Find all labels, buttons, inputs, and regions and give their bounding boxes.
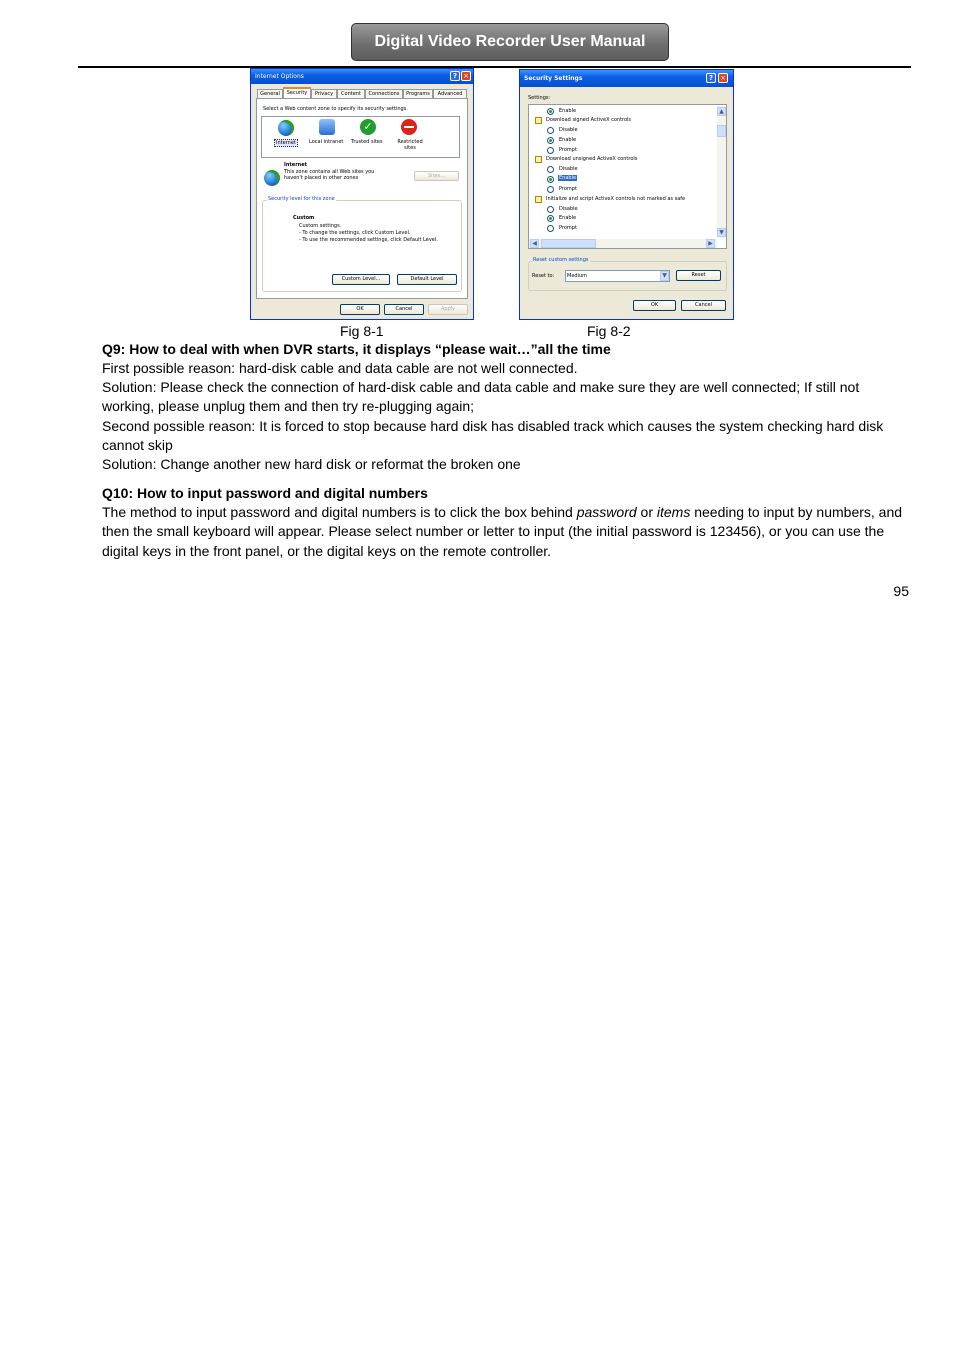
tab-privacy[interactable]: Privacy bbox=[311, 89, 337, 98]
setting-heading: Download signed ActiveX controls bbox=[546, 117, 632, 123]
setting-option: Enable bbox=[559, 137, 577, 143]
dialog-title-bar bbox=[520, 70, 733, 87]
internet-options-dialog bbox=[250, 68, 474, 320]
figure-caption-8-1: Fig 8-1 bbox=[340, 323, 384, 339]
zone-description: This zone contains all Web sites you haven't placed in other zones bbox=[284, 169, 375, 181]
apply-button[interactable]: Apply bbox=[428, 304, 468, 315]
q10-answer-em: password bbox=[576, 504, 637, 520]
security-level-group-label: Security level for this zone bbox=[268, 196, 335, 202]
security-settings-dialog bbox=[519, 69, 734, 320]
radio-enable[interactable] bbox=[547, 108, 554, 115]
setting-option: Prompt bbox=[559, 147, 577, 153]
q10-answer-part: needing to input by numbers, and then the small keyboard will appear. Please select number or letter to input (the initial password is 123456), or you can use the digital keys in the front panel, or the digital keys on the remote controller. bbox=[102, 504, 903, 559]
setting-icon bbox=[535, 196, 542, 203]
checkmark-icon[interactable]: ✓ bbox=[360, 119, 376, 135]
tab-connections[interactable]: Connections bbox=[365, 89, 403, 98]
tab-security[interactable]: Security bbox=[283, 87, 311, 99]
level-line-3: - To use the recommended settings, click Default Level. bbox=[299, 237, 438, 243]
reset-to-label: Reset to: bbox=[532, 273, 555, 279]
zone-trusted-label[interactable]: Trusted sites bbox=[351, 139, 383, 145]
setting-icon bbox=[535, 117, 542, 124]
radio-disable[interactable] bbox=[547, 206, 554, 213]
setting-option: Disable bbox=[559, 206, 578, 212]
local-intranet-icon[interactable] bbox=[319, 119, 335, 135]
zone-internet-label[interactable]: Internet bbox=[276, 140, 296, 146]
settings-label: Settings: bbox=[528, 95, 551, 101]
tab-general[interactable]: General bbox=[257, 89, 283, 98]
scroll-right-icon[interactable]: ▶ bbox=[706, 239, 715, 248]
q9-paragraph-4: Solution: Change another new hard disk or reformat the broken one bbox=[102, 456, 521, 472]
ok-button[interactable]: OK bbox=[633, 300, 676, 311]
radio-prompt[interactable] bbox=[547, 147, 554, 154]
radio-prompt[interactable] bbox=[547, 225, 554, 232]
setting-option: Disable bbox=[559, 166, 578, 172]
cancel-button[interactable]: Cancel bbox=[681, 300, 726, 311]
dialog-title-bar bbox=[251, 69, 473, 84]
setting-option: Enable bbox=[559, 215, 577, 221]
scroll-left-icon[interactable]: ◀ bbox=[530, 239, 539, 248]
figure-caption-8-2: Fig 8-2 bbox=[587, 323, 631, 339]
tab-advanced[interactable]: Advanced bbox=[433, 89, 467, 98]
zone-restricted-label[interactable]: Restricted sites bbox=[397, 139, 423, 151]
radio-prompt[interactable] bbox=[547, 186, 554, 193]
level-line-1: Custom settings. bbox=[299, 223, 342, 229]
dialog-title: Security Settings bbox=[524, 75, 583, 82]
header-rule bbox=[78, 66, 911, 68]
level-title: Custom bbox=[293, 215, 315, 221]
scroll-thumb[interactable] bbox=[541, 239, 596, 248]
cancel-button[interactable]: Cancel bbox=[384, 304, 424, 315]
reset-select-value: Medium bbox=[567, 273, 587, 279]
q9-paragraph-2: Solution: Please check the connection of hard-disk cable and data cable and make sure they are well connected; If still not working, please unplug them and then try re-plugging again; bbox=[102, 379, 860, 415]
setting-option: Enable bbox=[559, 108, 577, 114]
setting-heading: Initialize and script ActiveX controls not marked as safe bbox=[546, 196, 686, 202]
setting-option-selected: Enable bbox=[559, 175, 577, 181]
page-number: 95 bbox=[893, 583, 909, 599]
close-icon[interactable]: × bbox=[718, 73, 728, 83]
q10-answer bbox=[102, 503, 910, 561]
close-icon[interactable]: × bbox=[461, 71, 471, 81]
radio-enable[interactable] bbox=[547, 215, 554, 222]
radio-enable[interactable] bbox=[547, 176, 554, 183]
tab-content[interactable]: Content bbox=[337, 89, 365, 98]
tab-programs[interactable]: Programs bbox=[403, 89, 433, 98]
sites-button[interactable]: Sites... bbox=[414, 171, 459, 181]
zone-intranet-label[interactable]: Local intranet bbox=[309, 139, 344, 145]
restricted-icon[interactable] bbox=[401, 119, 417, 135]
q10-question: Q10: How to input password and digital numbers bbox=[102, 485, 428, 501]
setting-icon bbox=[535, 156, 542, 163]
radio-enable[interactable] bbox=[547, 137, 554, 144]
default-level-button[interactable]: Default Level bbox=[397, 274, 457, 285]
setting-option: Prompt bbox=[559, 186, 577, 192]
help-icon[interactable]: ? bbox=[450, 71, 460, 81]
q10-answer-em: items bbox=[656, 504, 691, 520]
radio-disable[interactable] bbox=[547, 127, 554, 134]
scroll-thumb[interactable] bbox=[717, 125, 726, 137]
q9-question: Q9: How to deal with when DVR starts, it displays “please wait…”all the time bbox=[102, 341, 611, 357]
ok-button[interactable]: OK bbox=[340, 304, 380, 315]
q9-paragraph-3: Second possible reason: It is forced to stop because hard disk has disabled track which causes the system checking hard disk cannot skip bbox=[102, 418, 884, 454]
chevron-down-icon[interactable]: ▼ bbox=[660, 271, 669, 281]
globe-icon[interactable] bbox=[278, 120, 294, 136]
setting-option: Prompt bbox=[559, 225, 577, 231]
radio-disable[interactable] bbox=[547, 166, 554, 173]
manual-title-banner: Digital Video Recorder User Manual bbox=[351, 23, 669, 61]
scroll-down-icon[interactable]: ▼ bbox=[717, 228, 726, 237]
q9-paragraph-1: First possible reason: hard-disk cable and data cable are not well connected. bbox=[102, 360, 578, 376]
custom-level-button[interactable]: Custom Level... bbox=[332, 274, 390, 285]
globe-icon bbox=[264, 170, 280, 186]
reset-group-label: Reset custom settings bbox=[533, 257, 589, 263]
scroll-up-icon[interactable]: ▲ bbox=[717, 107, 726, 116]
zone-title: Internet bbox=[284, 162, 308, 168]
reset-button[interactable]: Reset bbox=[676, 270, 721, 281]
level-line-2: - To change the settings, click Custom Level. bbox=[299, 230, 411, 236]
dialog-title: Internet Options bbox=[255, 73, 304, 80]
q10-answer-part: The method to input password and digital numbers is to click the box behind bbox=[102, 504, 577, 520]
zone-prompt: Select a Web content zone to specify its security settings. bbox=[263, 106, 408, 112]
q10-answer-part: or bbox=[636, 504, 657, 520]
setting-heading: Download unsigned ActiveX controls bbox=[546, 156, 638, 162]
setting-option: Disable bbox=[559, 127, 578, 133]
help-icon[interactable]: ? bbox=[706, 73, 716, 83]
